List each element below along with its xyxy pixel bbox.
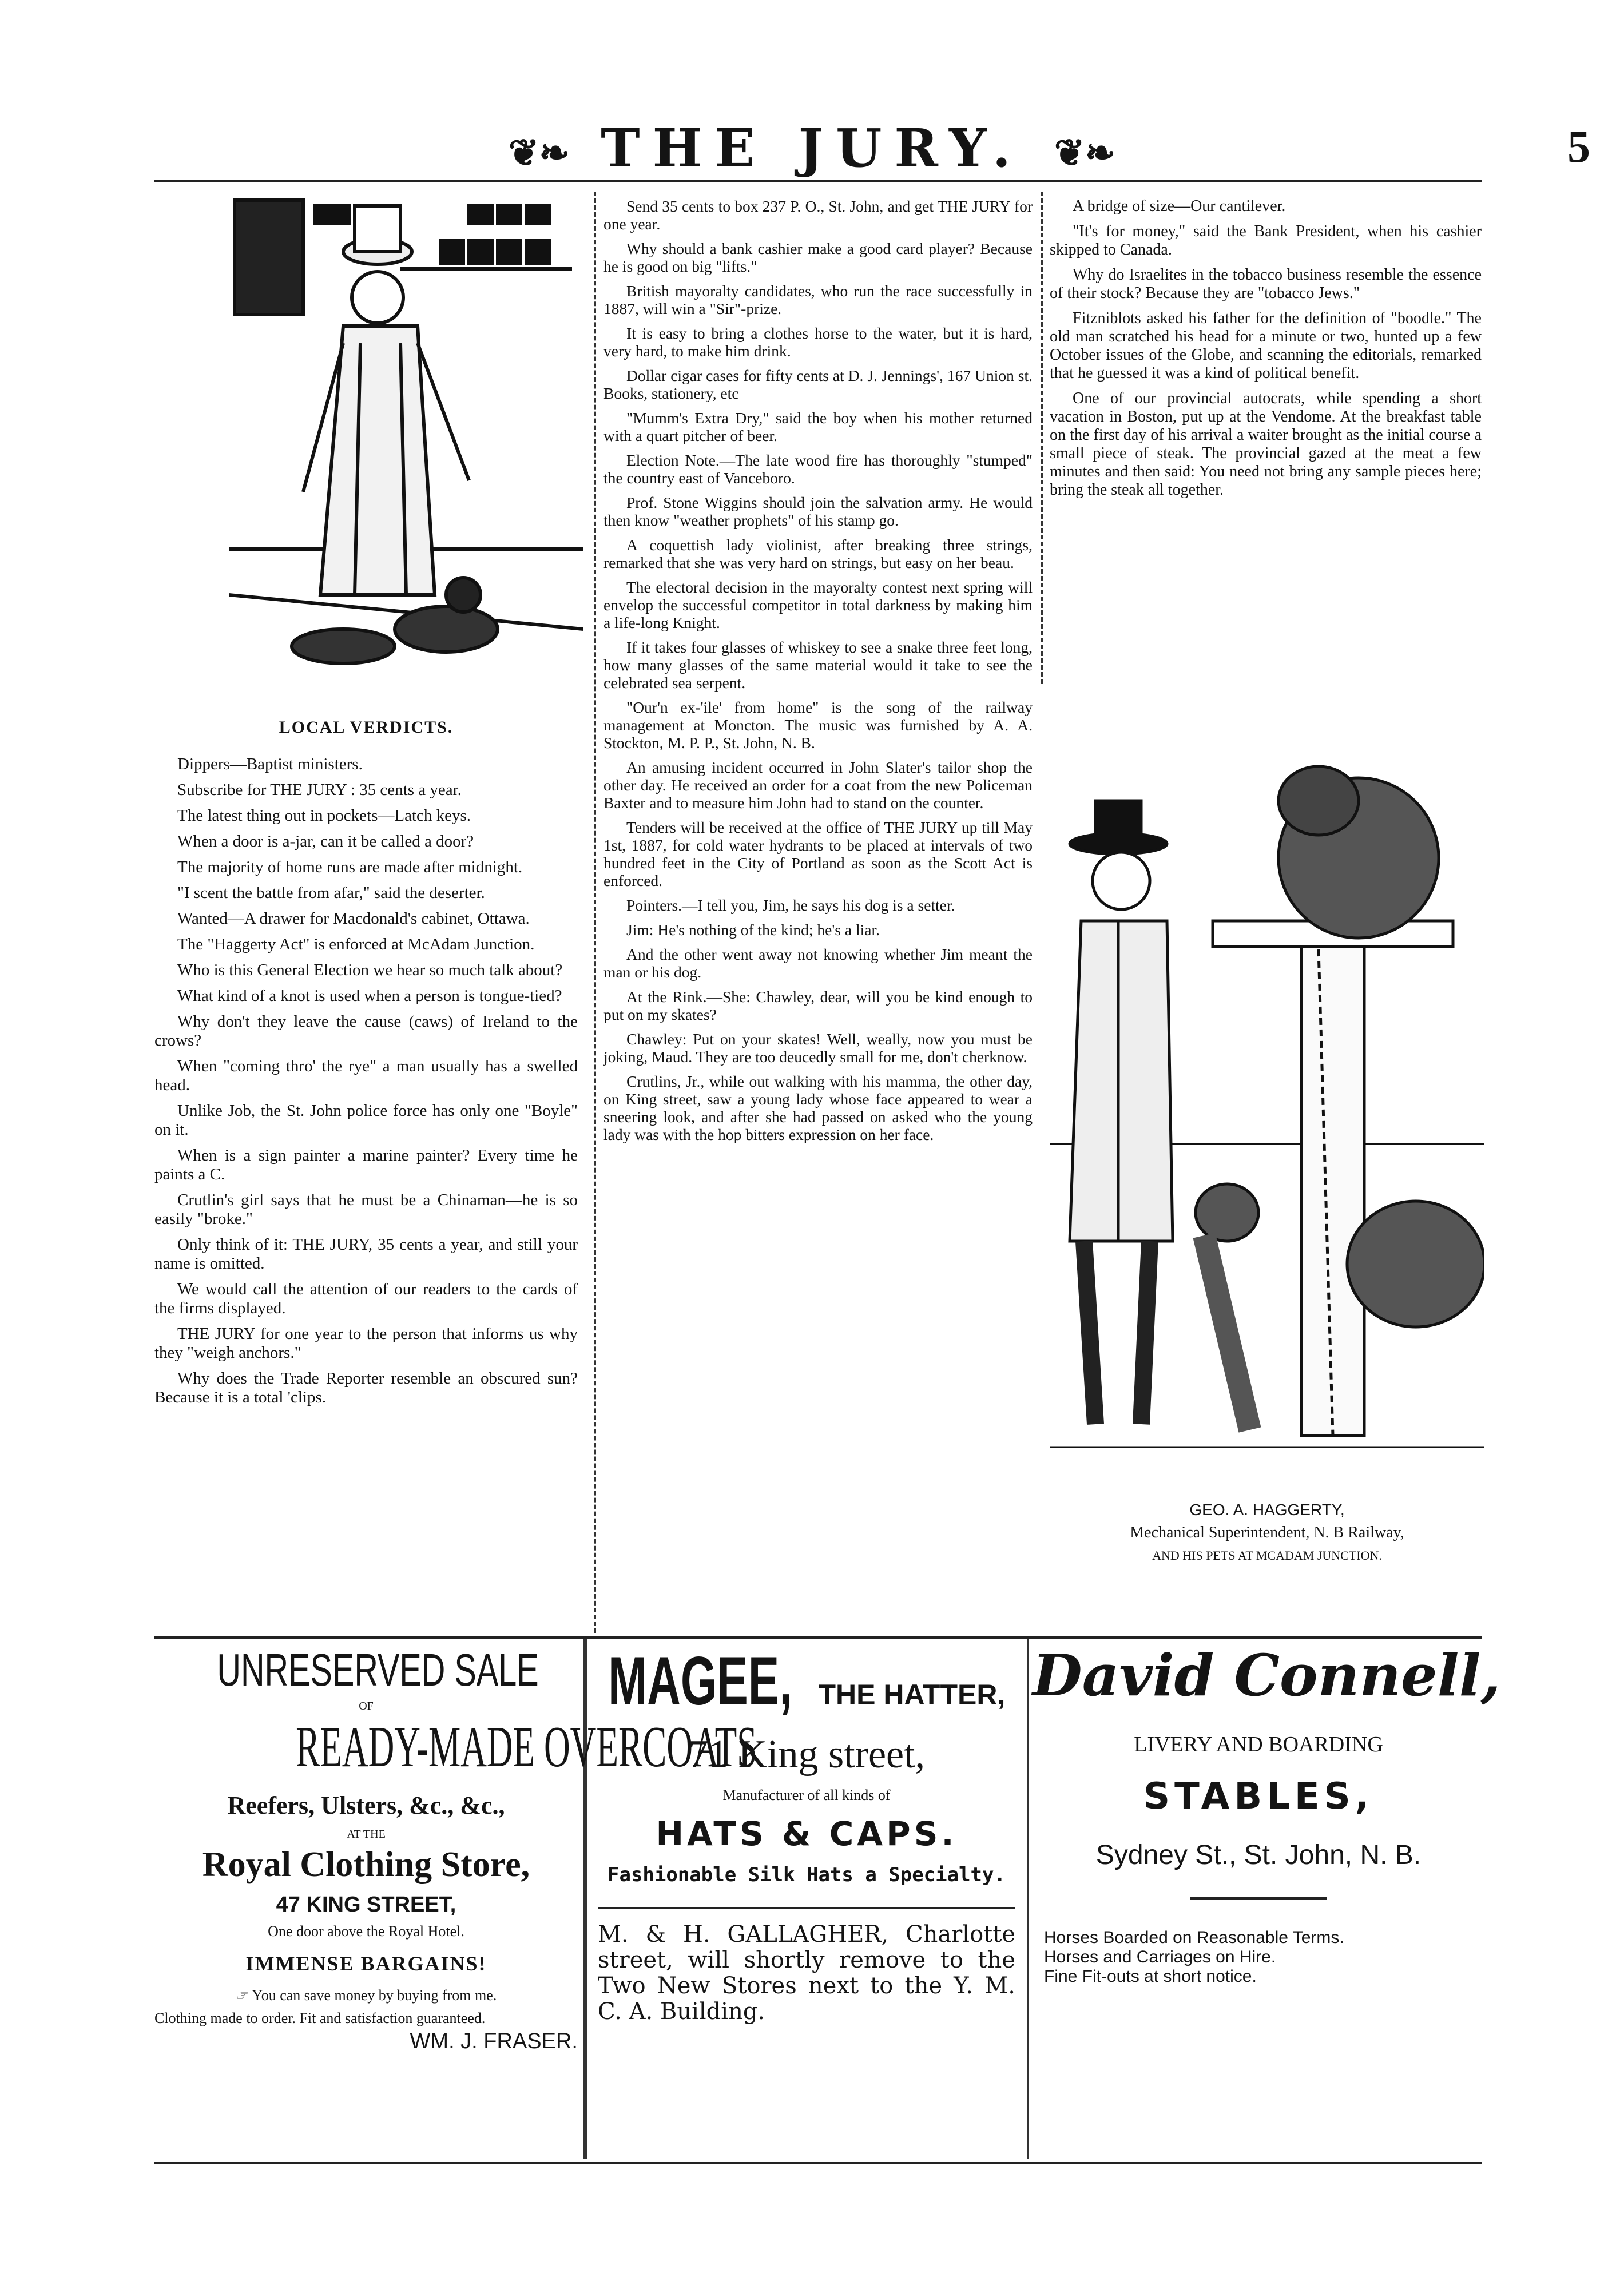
ad1-line10: You can save money by buying from me. — [252, 1987, 497, 2004]
col1-paragraph: The majority of home runs are made after midnight. — [177, 858, 523, 876]
col1-paragraph: The latest thing out in pockets—Latch keys. — [177, 806, 471, 825]
ad3-divider — [1190, 1897, 1327, 1900]
col1-paragraph: When is a sign painter a marine painter? Every time he paints a C. — [154, 1146, 578, 1183]
col1-paragraph: When "coming thro' the rye" a man usually has a swelled head. — [154, 1057, 578, 1094]
col2-paragraph: Send 35 cents to box 237 P. O., St. John, and get THE JURY for one year. — [603, 197, 1033, 233]
masthead-title: THE JURY. — [601, 117, 1023, 179]
column-rule-1 — [594, 192, 596, 1633]
ad1-line2: OF — [359, 1700, 374, 1712]
ad3-line3: STABLES, — [1143, 1775, 1373, 1818]
ad1-line9: IMMENSE BARGAINS! — [245, 1952, 487, 1975]
ad3-line4: Sydney St., St. John, N. B. — [1095, 1840, 1422, 1870]
ad-david-connell — [1033, 1642, 1501, 1986]
col2-paragraph: "Mumm's Extra Dry," said the boy when his mother returned with a quart pitcher of beer. — [603, 409, 1033, 444]
col2-paragraph: An amusing incident occurred in John Slater's tailor shop the other day. He received an order for a coat from the new Policeman Baxter and to measure him John had to stand on the counter. — [603, 758, 1033, 812]
col2-paragraph: Prof. Stone Wiggins should join the salvation army. He would then know "weather prophets" of his stamp go. — [603, 494, 1033, 529]
col2-paragraph: "Our'n ex-'ile' from home" is the song of the railway management at Moncton. The music was furnished by A. A. Stockton, M. P. P., St. John, N. B. — [603, 698, 1033, 752]
right-flourish-ornament: ❦❧ — [1054, 131, 1116, 174]
col1-paragraph: Who is this General Election we hear so much talk about? — [177, 961, 563, 979]
col2-paragraph: Crutlins, Jr., while out walking with his mamma, the other day, on King street, saw a young lady whose face appeared to wear a sneering look, and after she had passed on asked who the young lady was with the hop bitters expression on her face. — [603, 1072, 1033, 1143]
ad2-notice: M. & H. GALLAGHER, Charlotte street, will shortly remove to the Two New Stores next to the Y. M. C. A. Building. — [598, 1921, 1015, 2025]
caption-name: GEO. A. HAGGERTY, — [1189, 1501, 1345, 1519]
caption-title: Mechanical Superintendent, N. B Railway, — [1130, 1524, 1404, 1541]
col2-paragraph: Jim: He's nothing of the kind; he's a liar. — [626, 921, 880, 939]
col1-paragraph: The "Haggerty Act" is enforced at McAdam Junction. — [177, 935, 535, 953]
col3-paragraph: Why do Israelites in the tobacco business resemble the essence of their stock? Because they are "tobacco Jews." — [1050, 266, 1482, 302]
ad1-line8: One door above the Royal Hotel. — [268, 1923, 464, 1940]
column-3-text — [1050, 197, 1482, 506]
ad2-line3: Manufacturer of all kinds of — [722, 1787, 891, 1803]
col1-paragraph: What kind of a knot is used when a person is tongue-tied? — [177, 987, 562, 1005]
col2-paragraph: If it takes four glasses of whiskey to see a snake three feet long, how many glasses of the same material would it take to see the celebrated sea serpent. — [603, 638, 1033, 692]
illustration-caption — [1050, 1499, 1484, 1567]
header-rule — [154, 180, 1482, 182]
col2-paragraph: Pointers.—I tell you, Jim, he says his dog is a setter. — [626, 896, 955, 914]
col2-paragraph: Why should a bank cashier make a good card player? Because he is good on big "lifts." — [603, 240, 1033, 275]
col1-paragraph: Only think of it: THE JURY, 35 cents a year, and still your name is omitted. — [154, 1235, 578, 1273]
col1-paragraph: Unlike Job, the St. John police force has only one "Boyle" on it. — [154, 1102, 578, 1139]
col2-paragraph: Election Note.—The late wood fire has thoroughly "stumped" the country east of Vanceboro. — [603, 451, 1033, 487]
col1-paragraph: Dippers—Baptist ministers. — [177, 755, 363, 773]
cartoon-illustration-dude — [229, 194, 583, 698]
ad1-line12: WM. J. FRASER. — [410, 2029, 578, 2053]
ad1-line5: AT THE — [347, 1828, 386, 1841]
col1-paragraph: Why don't they leave the cause (caws) of Ireland to the crows? — [154, 1012, 578, 1050]
col2-paragraph: Dollar cigar cases for fifty cents at D. J. Jennings', 167 Union st. Books, stationery, etc — [603, 367, 1033, 402]
masthead — [0, 117, 1624, 179]
ad3-line7: Fine Fit-outs at short notice. — [1044, 1967, 1257, 1986]
ads-top-rule — [154, 1636, 1482, 1639]
ad-magee-hatter — [592, 1642, 1021, 2025]
col3-paragraph: Fitzniblots asked his father for the definition of "boodle." The old man scratched his head for a minute or two, hunted up a few October issues of the Globe, and scanning the editorials, remarked that he guessed it was a kind of political benefit. — [1050, 309, 1482, 382]
ad1-line7: 47 KING STREET, — [276, 1893, 456, 1917]
col1-paragraph: "I scent the battle from afar," said the deserter. — [177, 884, 485, 902]
col3-paragraph: "It's for money," said the Bank President, when his cashier skipped to Canada. — [1050, 222, 1482, 259]
page-number: 5 — [1567, 122, 1590, 172]
col1-paragraph: Wanted—A drawer for Macdonald's cabinet, Ottawa. — [177, 909, 530, 928]
ad2-line5: Fashionable Silk Hats a Specialty. — [607, 1863, 1006, 1886]
ads-bottom-rule — [154, 2162, 1482, 2164]
col2-paragraph: At the Rink.—She: Chawley, dear, will you be kind enough to put on my skates? — [603, 988, 1033, 1023]
col2-paragraph: Tenders will be received at the office of THE JURY up till May 1st, 1887, for cold water hydrants to be placed at intervals of two hundred feet in the City of Portland as soon as the Scott Act is enforced. — [603, 818, 1033, 889]
col1-paragraph: We would call the attention of our readers to the cards of the firms displayed. — [154, 1280, 578, 1317]
col1-paragraph: Subscribe for THE JURY : 35 cents a year. — [177, 781, 462, 799]
col3-paragraph: One of our provincial autocrats, while spending a short vacation in Boston, put up at the Vendome. At the breakfast table on the first day of his arrival a waiter brought as the initial course a small piece of steak. The provincial gazed at the meat a few minutes and then said: You need not bring any sample pieces here; bring the steak all together. — [1050, 390, 1482, 499]
column-rule-2 — [1041, 192, 1043, 684]
col1-paragraph: Crutlin's girl says that he must be a Chinaman—he is so easily "broke." — [154, 1191, 578, 1228]
col2-paragraph: A coquettish lady violinist, after breaking three strings, remarked that she was very hard on strings, but easy on her beau. — [603, 536, 1033, 571]
ad3-line6: Horses and Carriages on Hire. — [1044, 1948, 1276, 1966]
ad1-line6: Royal Clothing Store, — [202, 1845, 530, 1884]
ads-rule-2 — [1027, 1639, 1029, 2159]
caption-subtitle: AND HIS PETS AT MCADAM JUNCTION. — [1152, 1548, 1382, 1563]
ad1-line11: Clothing made to order. Fit and satisfaction guaranteed. — [154, 2010, 486, 2026]
col2-paragraph: The electoral decision in the mayoralty contest next spring will envelop the successful competitor in total darkness by making him a life-long Knight. — [603, 578, 1033, 631]
col1-paragraph: THE JURY for one year to the person that informs us why they "weigh anchors." — [154, 1325, 578, 1362]
pointing-hand-icon: ☞ — [235, 1987, 252, 2004]
bears-illustration — [1050, 732, 1484, 1493]
ad3-line5: Horses Boarded on Reasonable Terms. — [1044, 1928, 1344, 1947]
col2-paragraph: British mayoralty candidates, who run the race successfully in 1887, will win a "Sir"-prize. — [603, 282, 1033, 317]
left-flourish-ornament: ❦❧ — [508, 131, 570, 174]
col2-paragraph: Chawley: Put on your skates! Well, weally, now you must be joking, Maud. They are too deucedly small for me, don't cherknow. — [603, 1030, 1033, 1066]
ad2-address: 71 King street, — [688, 1732, 926, 1777]
ad2-name: MAGEE, — [607, 1643, 792, 1719]
ad1-line1: UNRESERVED SALE — [217, 1644, 539, 1695]
ad2-line4: HATS & CAPS. — [656, 1814, 958, 1853]
column-2-text — [603, 197, 1033, 1150]
local-verdicts-heading: LOCAL VERDICTS. — [279, 718, 454, 737]
col2-paragraph: And the other went away not knowing whether Jim meant the man or his dog. — [603, 945, 1033, 981]
col1-paragraph: When a door is a-jar, can it be called a door? — [177, 832, 474, 851]
ad2-name-rest: THE HATTER, — [818, 1679, 1006, 1711]
ad1-line3: READY-MADE OVERCOATS — [296, 1715, 757, 1779]
ad2-divider — [598, 1907, 1015, 1909]
col3-paragraph: A bridge of size—Our cantilever. — [1073, 197, 1286, 215]
ad1-line4: Reefers, Ulsters, &c., &c., — [227, 1791, 505, 1819]
col1-paragraph: Why does the Trade Reporter resemble an obscured sun? Because it is a total 'clips. — [154, 1369, 578, 1406]
ad3-line2: LIVERY AND BOARDING — [1134, 1732, 1383, 1757]
column-1-text — [154, 718, 578, 1414]
ad3-name: David Connell, — [1033, 1642, 1501, 1709]
col2-paragraph: It is easy to bring a clothes horse to the water, but it is hard, very hard, to make him drink. — [603, 324, 1033, 360]
